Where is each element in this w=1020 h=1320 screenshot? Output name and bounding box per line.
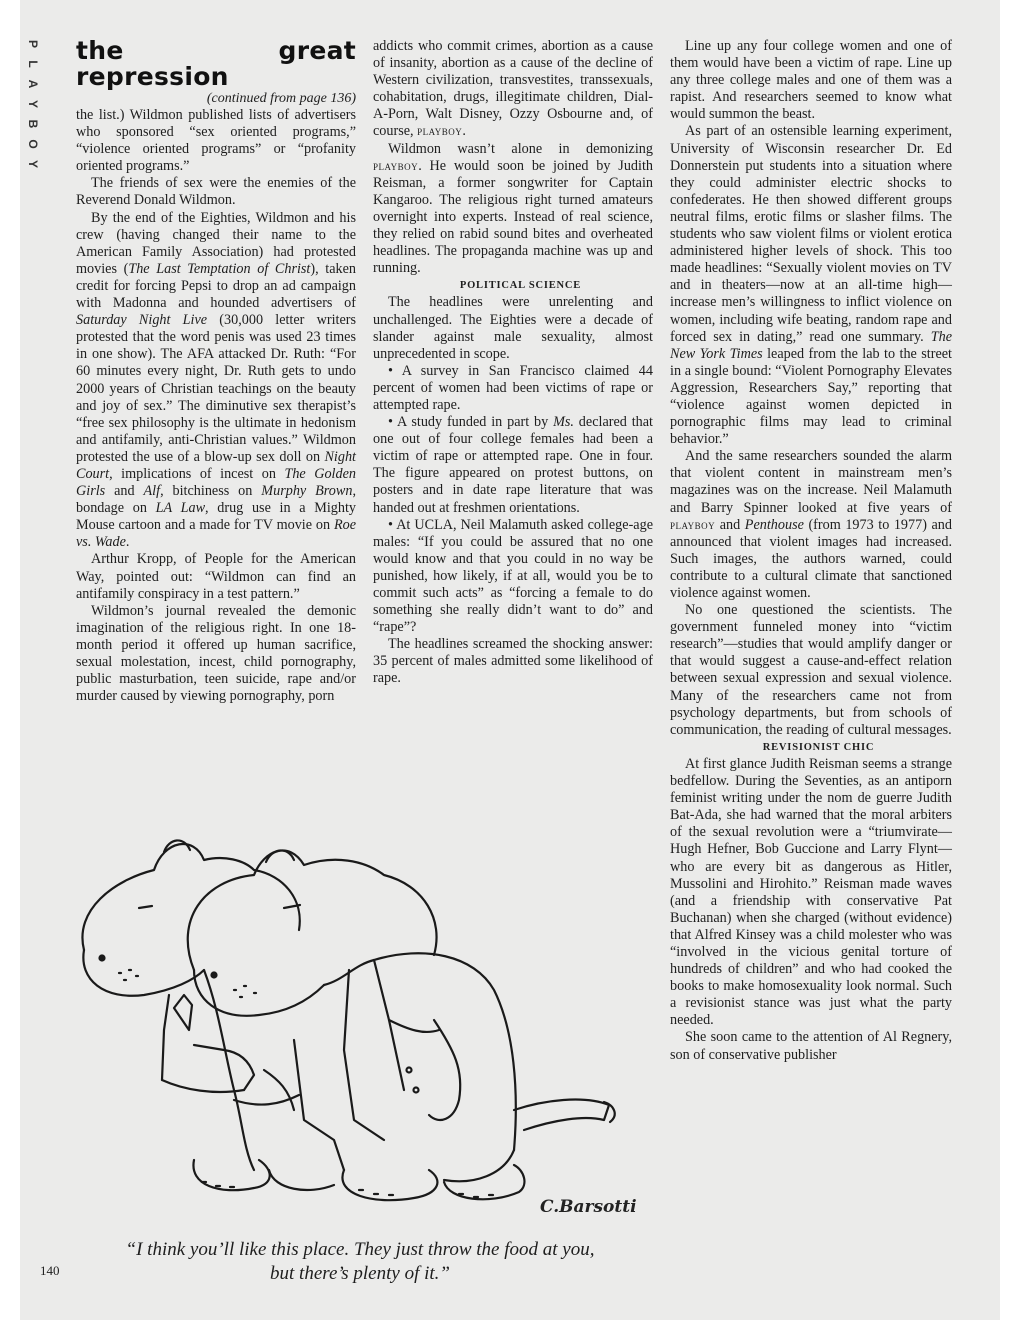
caption-line-1: “I think you’ll like this place. They just throw the food at you, <box>125 1239 595 1260</box>
body-paragraph: By the end of the Eighties, Wildmon and his crew (having changed their name to the American Family Association) had protested movies (The Last Temptation of Christ), taken credit for forcing Pepsi to drop an ad campaign with Madonna and hounded advertisers of Saturday Night Live (30,000 letter writers protested that the word penis was used 23 times in one show). The AFA attacked Dr. Ruth: “For 60 minutes every night, Dr. Ruth gets to undo 2000 years of Christian teachings on the beauty and joy of sex.” The diminutive sex therapist’s “free sex philosophy is the ultimate in hedonism and antifamily, anti-Christian values.” Wildmon protested the use of a blow-up sex doll on Night Court, implications of incest on The Golden Girls and Alf, bitchiness on Murphy Brown, bondage on LA Law, drug use in a Mighty Mouse cartoon and a made for TV movie on Roe vs. Wade. <box>76 209 357 551</box>
body-paragraph: • A study funded in part by Ms. declared that one out of four college females had been a victim of rape or attempted rape. One in four. The figure appeared on protest buttons, on posters and in date rape literature that was handed out at freshmen orientations. <box>373 414 653 516</box>
body-paragraph: As part of an ostensible learning experiment, University of Wisconsin researcher Dr. Ed Donnerstein put students into a situation where they could administer electric shocks to confederates. He then showed different groups neutral films, erotic films or slasher films. The students who saw violent films or violent erotica administered higher levels of shock. This too made headlines: “Sexually violent movies on TV and in theaters—now at an all-time high—increase men’s willingness to inflict violence on women, including wife beating, random rape and forced sex in dating,” read one summary. The New York Times leaped from the lab to the street in a single bound: “Violent Pornography Elevates Aggression, Researchers Say,” reporting that “violence against women depicted in pornographic films may lead to criminal behavior.” <box>670 123 952 448</box>
body-paragraph: The headlines screamed the shocking answer: 35 percent of males admitted some likelihood of rape. <box>373 636 653 687</box>
body-paragraph: The headlines were unrelenting and unchallenged. The Eighties were a decade of slander against male sexuality, almost unprecedented in scope. <box>373 294 653 362</box>
masthead-letter: B <box>26 119 40 129</box>
column-2-body <box>373 38 653 688</box>
body-paragraph: addicts who commit crimes, abortion as a cause of insanity, abortion as a cause of the decline of Western civilization, transvestites, transsexuals, cohabitation, drugs, illegitimate children, Dial-A-Porn, Walt Disney, Ozzy Osbourne and, of course, playboy. <box>373 38 653 140</box>
column-3-body <box>670 38 952 1064</box>
page-number: 140 <box>40 1263 60 1278</box>
cartoon-caption <box>90 1238 630 1286</box>
body-paragraph: No one questioned the scientists. The government funneled money into “victim research”—studies that would amplify danger or that would suggest a cause-and-effect relation between sexual expression and sexual violence. Many of the researchers came not from psychology departments, but from schools of communication, the reading of cultural messages. <box>670 602 952 738</box>
article-column-3 <box>670 38 952 1064</box>
body-paragraph: The friends of sex were the enemies of the Reverend Donald Wildmon. <box>76 175 356 209</box>
body-paragraph: the list.) Wildmon published lists of advertisers who sponsored “sex oriented programs,” “violence oriented programs” or “profanity oriented programs.” <box>76 107 356 175</box>
column-1-body <box>76 107 356 705</box>
article-title: the great repression <box>76 36 356 91</box>
section-subhead: REVISIONIST CHIC <box>762 741 875 753</box>
masthead-letter: L <box>26 60 40 68</box>
article-column-1 <box>76 38 356 705</box>
body-paragraph: • At UCLA, Neil Malamuth asked college-age males: “If you could be assured that no one would know and that you could in no way be punished, how likely, if at all, would you be to commit such acts” as “forcing a female to do something she really didn’t want to do” and “rape”? <box>373 516 653 636</box>
hippo-cartoon-illustration <box>44 790 660 1230</box>
masthead-letter: Y <box>26 159 40 168</box>
body-paragraph: Line up any four college women and one of them would have been a victim of rape. Line up any three college males and one of them was a rapist. And researchers seemed to know what would summon the beast. <box>670 38 952 123</box>
masthead-letter: O <box>26 139 40 149</box>
body-paragraph: • A survey in San Francisco claimed 44 percent of women had been victims of rape or attempted rape. <box>373 362 653 413</box>
body-paragraph: She soon came to the attention of Al Regnery, son of conservative publisher <box>670 1029 952 1063</box>
cartoonist-signature: C.Barsotti <box>540 1197 637 1217</box>
masthead-letter: Y <box>26 99 40 108</box>
masthead-letter: A <box>26 79 40 89</box>
magazine-masthead-vertical <box>26 34 40 174</box>
body-paragraph: At first glance Judith Reisman seems a strange bedfellow. During the Seventies, as an antiporn feminist writing under the nom de guerre Judith Bat-Ada, she had warned that the moral arbiters of the sexual revolution were a “triumvirate—Hugh Hefner, Bob Guccione and Larry Flynt—who are every bit as dangerous as Hitler, Mussolini and Hirohito.” Reisman made waves (and a friendship with conservative Pat Buchanan) when she charged (without evidence) that Alfred Kinsey was a child molester who was “involved in the vicious genital torture of hundreds of children” and who had cooked the books to make homosexuality look normal. Such a revisionist stance was just what the party needed. <box>670 755 952 1029</box>
article-column-2 <box>373 38 653 688</box>
section-subhead: POLITICAL SCIENCE <box>459 280 582 292</box>
body-paragraph: Wildmon wasn’t alone in demonizing playboy. He would soon be joined by Judith Reisman, a former songwriter for Captain Kangaroo. The religious right turned amateurs overnight into experts. Instead of real science, they relied on rabid sound bites and overheated headlines. The propaganda machine was up and running. <box>373 140 653 277</box>
body-paragraph: And the same researchers sounded the alarm that violent content in mainstream men’s magazines was on the increase. Neil Malamuth and Barry Spinner looked at five years of playboy and Penthouse (from 1973 to 1977) and announced that violent images had increased. Such images, the authors warned, could contribute to a cultural climate that sanctioned violence against women. <box>670 448 952 601</box>
continued-note: (continued from page 136) <box>206 91 356 106</box>
body-paragraph: Arthur Kropp, of People for the American Way, pointed out: “Wildmon can find an antifamily conspiracy in a test pattern.” <box>76 551 356 602</box>
body-paragraph: Wildmon’s journal revealed the demonic imagination of the religious right. In one 18-month period it offered up human sacrifice, sexual molestation, incest, child pornography, public masturbation, teen suicide, rape and/or murder caused by viewing pornography, porn <box>76 602 356 705</box>
masthead-letter: P <box>26 39 40 48</box>
caption-line-2: but there’s plenty of it.” <box>270 1263 450 1284</box>
